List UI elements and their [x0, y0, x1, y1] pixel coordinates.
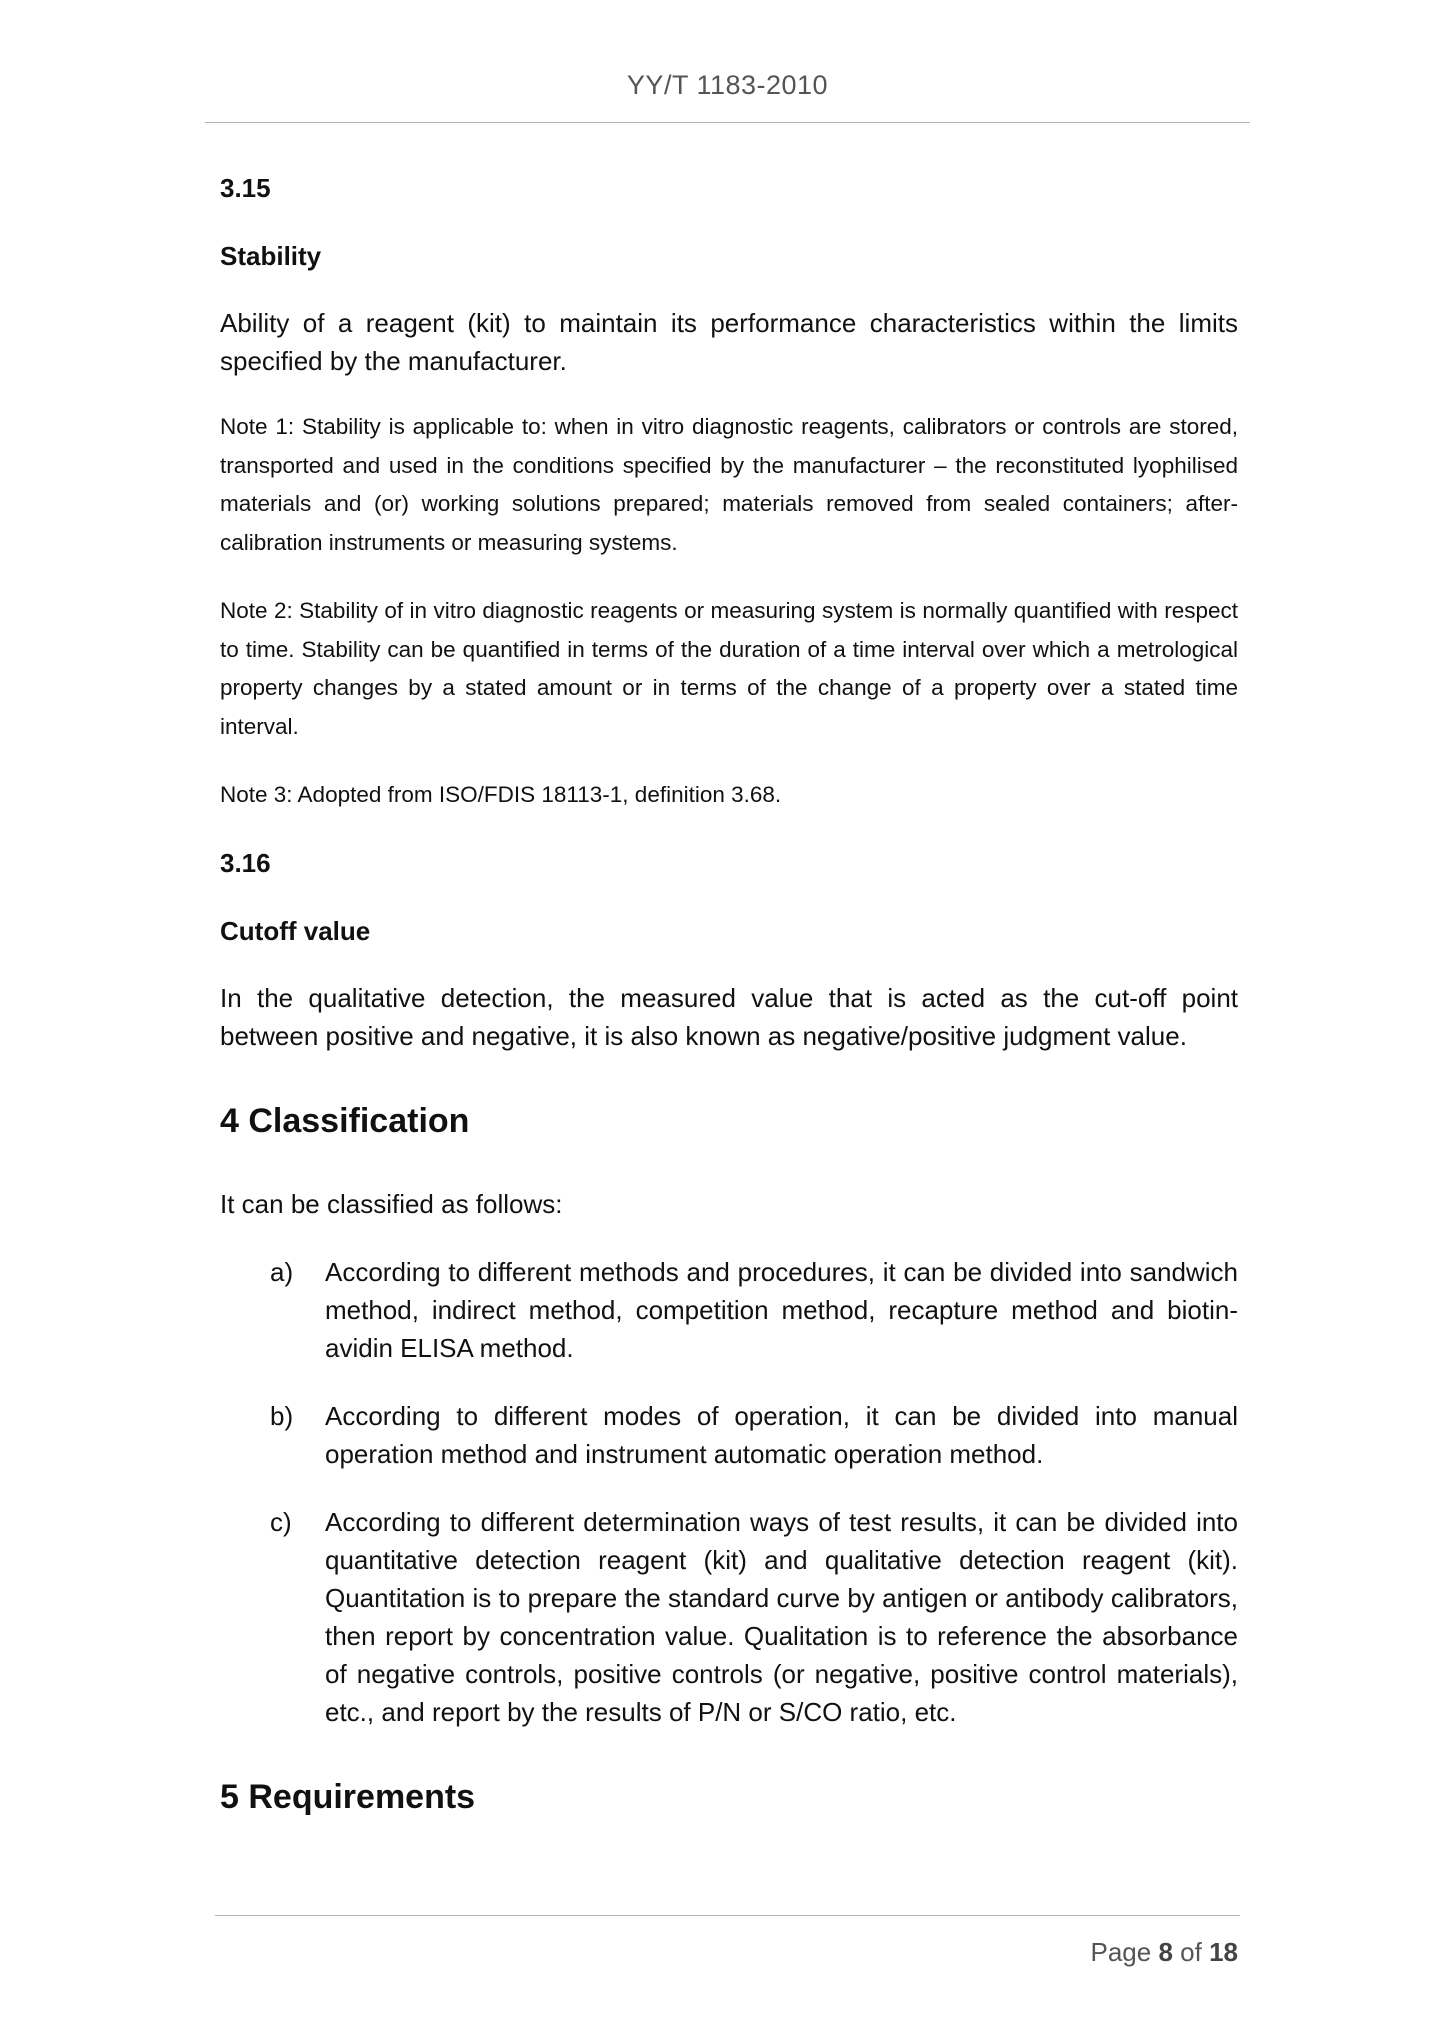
current-page: 8	[1158, 1937, 1173, 1967]
section-heading-classification: 4 Classification	[220, 1101, 470, 1140]
list-marker: c)	[270, 1506, 292, 1537]
term-cutoff-value: Cutoff value	[220, 915, 371, 946]
note-3: Note 3: Adopted from ISO/FDIS 18113-1, definition 3.68.	[220, 782, 782, 807]
note-1: Note 1: Stability is applicable to: when in vitro diagnostic reagents, calibrators or controls are stored, transported and used in the conditions specified by the manufacturer – the reconstituted lyophilised materials and (or) working solutions prepared; materials removed from sealed containers; after-calibration instruments or measuring systems.	[220, 414, 1238, 555]
page-content	[220, 168, 1238, 1861]
note-2: Note 2: Stability of in vitro diagnostic reagents or measuring system is normally quantified with respect to time. Stability can be quantified in terms of the duration of a time interval over which a metrological property changes by a stated amount or in terms of the change of a property over a stated time interval.	[220, 598, 1238, 739]
footer-divider	[215, 1915, 1240, 1916]
list-item-b	[220, 1397, 1238, 1473]
total-pages: 18	[1209, 1937, 1238, 1967]
running-header: YY/T 1183-2010	[626, 70, 829, 100]
clause-number-3-16: 3.16	[220, 847, 271, 878]
list-item-c	[220, 1503, 1238, 1731]
page-number	[1090, 1937, 1238, 1968]
clause-number-3-15: 3.15	[220, 173, 271, 203]
section-heading-requirements: 5 Requirements	[220, 1777, 476, 1816]
of-word: of	[1180, 1937, 1202, 1967]
list-marker: a)	[270, 1256, 294, 1287]
list-item-a	[220, 1253, 1238, 1367]
definition-stability: Ability of a reagent (kit) to maintain its performance characteristics within the limits specified by the manufacturer.	[220, 308, 1238, 376]
definition-cutoff-value: In the qualitative detection, the measured value that is acted as the cut-off point between positive and negative, it is also known as negative/positive judgment value.	[220, 982, 1238, 1051]
term-stability: Stability	[220, 241, 322, 271]
classification-intro: It can be classified as follows:	[220, 1188, 563, 1219]
header-divider	[205, 122, 1250, 123]
page-word: Page	[1090, 1937, 1152, 1967]
list-item-text: According to different modes of operation, it can be divided into manual operation method and instrument automatic operation method.	[325, 1400, 1238, 1469]
list-item-text: According to different methods and procedures, it can be divided into sandwich method, indirect method, competition method, recapture method and biotin-avidin ELISA method.	[325, 1256, 1238, 1363]
list-marker: b)	[270, 1400, 294, 1431]
list-item-text: According to different determination ways of test results, it can be divided into quantitative detection reagent (kit) and qualitative detection reagent (kit). Quantitation is to prepare the standard curve by antigen or antibody calibrators, then report by concentration value. Qualitation is to reference the absorbance of negative controls, positive controls (or negative, positive control materials), etc., and report by the results of P/N or S/CO ratio, etc.	[325, 1506, 1238, 1727]
